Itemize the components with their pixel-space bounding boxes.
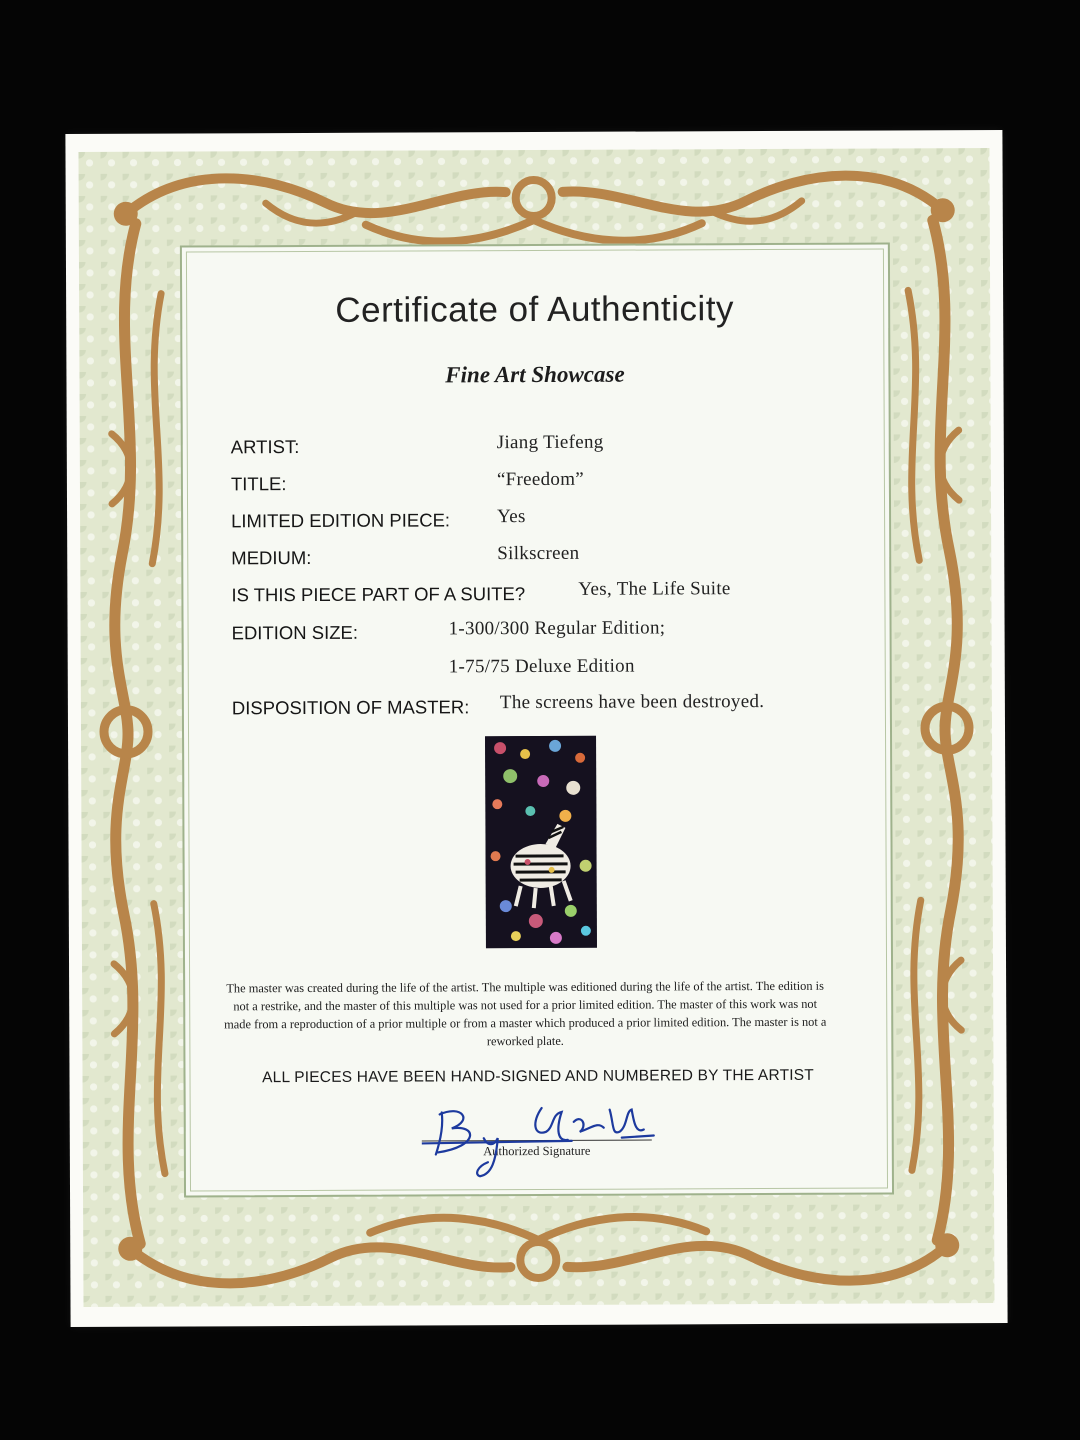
limited-edition-value: Yes — [497, 506, 526, 528]
edition-size-label: EDITION SIZE: — [231, 621, 359, 644]
title-label: TITLE: — [230, 473, 287, 495]
hand-signed-statement: ALL PIECES HAVE BEEN HAND-SIGNED AND NUMBERED BY THE ARTIST — [262, 1066, 814, 1087]
fine-print-statement: The master was created during the life of the artist. The multiple was editioned during the life of the artist. The edition is not a restrike, and the master of this multiple was not used for a prior limited edition. The master of this work was not made from a reproduction of a prior multiple or from a master which produced a prior limited edition. The master is not a reworked plate. — [224, 978, 827, 1049]
limited-edition-label: LIMITED EDITION PIECE: — [231, 509, 451, 532]
medium-label: MEDIUM: — [231, 546, 312, 569]
signature-mark — [422, 1101, 662, 1182]
suite-value: Yes, The Life Suite — [578, 578, 731, 600]
disposition-label: DISPOSITION OF MASTER: — [231, 696, 470, 719]
artist-label: ARTIST: — [230, 436, 300, 458]
disposition-value: The screens have been destroyed. — [499, 691, 765, 714]
certificate-subtitle: Fine Art Showcase — [445, 361, 625, 388]
edition-size-value-deluxe: 1-75/75 Deluxe Edition — [448, 655, 635, 678]
artist-value: Jiang Tiefeng — [496, 431, 604, 454]
artwork-thumbnail-icon — [485, 736, 597, 948]
title-value: “Freedom” — [496, 468, 585, 491]
medium-value: Silkscreen — [497, 542, 580, 565]
suite-label: IS THIS PIECE PART OF A SUITE? — [231, 583, 526, 606]
edition-size-value: 1-300/300 Regular Edition; — [448, 617, 666, 640]
signature-label: Authorized Signature — [483, 1143, 591, 1159]
certificate-title: Certificate of Authenticity — [335, 289, 735, 330]
certificate-paper — [65, 130, 1007, 1327]
